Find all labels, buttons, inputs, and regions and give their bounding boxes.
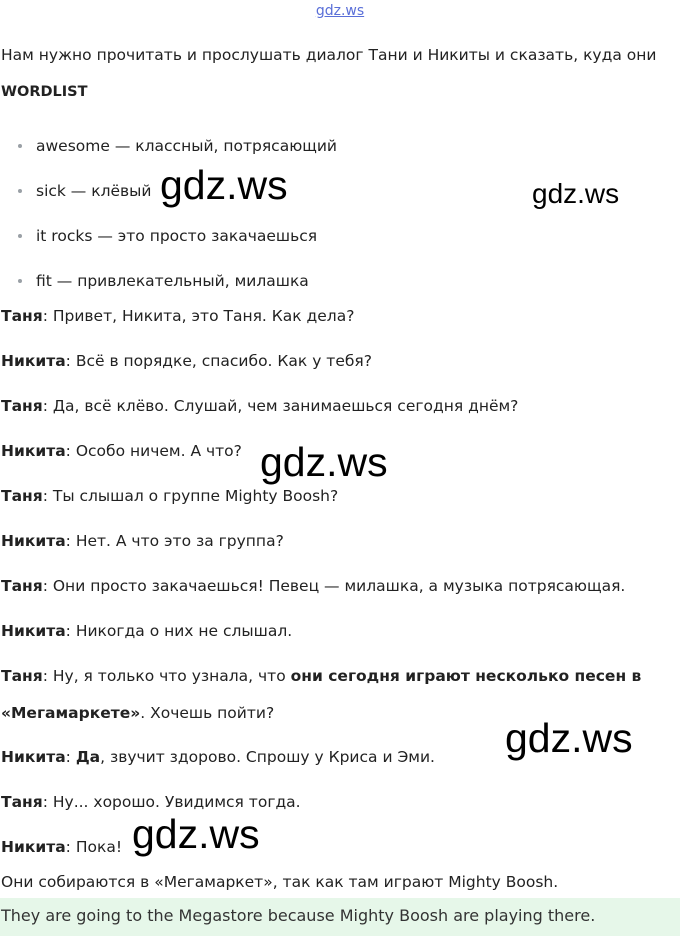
- site-link[interactable]: gdz.ws: [315, 3, 365, 19]
- wordlist-item: [18, 227, 317, 245]
- wordlist-item-text: sick — клёвый: [36, 182, 152, 200]
- line-text: Всё в порядке, спасибо. Как у тебя?: [75, 352, 372, 370]
- dialogue-line: Таня: Ты слышал о группе Mighty Boosh?: [1, 487, 339, 505]
- dialogue-line: Никита: Да, звучит здорово. Спрошу у Криса и Эми.: [1, 748, 435, 766]
- line-text: . Хочешь пойти?: [140, 704, 275, 722]
- speaker-name: Таня: [1, 487, 43, 505]
- speaker-name: Таня: [1, 397, 43, 415]
- line-text: Никогда о них не слышал.: [75, 622, 293, 640]
- speaker-name: Никита: [1, 352, 66, 370]
- line-text: Ну, я только что узнала, что: [52, 667, 291, 685]
- dialogue-line: Никита: Никогда о них не слышал.: [1, 622, 293, 640]
- dialogue-line: Таня: Привет, Никита, это Таня. Как дела?: [1, 307, 355, 325]
- line-text: Особо ничем. А что?: [75, 442, 242, 460]
- speaker-name: Никита: [1, 532, 66, 550]
- line-text: Ну... хорошо. Увидимся тогда.: [52, 793, 301, 811]
- speaker-name: Никита: [1, 748, 66, 766]
- line-text: Пока!: [75, 838, 123, 856]
- dialogue-line: Никита: Нет. А что это за группа?: [1, 532, 284, 550]
- wordlist-item: [18, 182, 152, 200]
- dialogue-line: Таня: Они просто закачаешься! Певец — милашка, а музыка потрясающая.: [1, 577, 626, 595]
- speaker-name: Таня: [1, 667, 43, 685]
- watermark: gdz.ws: [132, 811, 260, 857]
- watermark: gdz.ws: [160, 162, 288, 208]
- wordlist-item-text: it rocks — это просто закачаешься: [36, 227, 318, 245]
- intro-paragraph: [1, 35, 677, 77]
- wordlist-item-text: fit — привлекательный, милашка: [36, 272, 309, 290]
- speaker-name: Таня: [1, 577, 43, 595]
- bullet-icon: [18, 144, 22, 148]
- wordlist-item-text: awesome — классный, потрясающий: [36, 137, 337, 155]
- speaker-name: Никита: [1, 442, 66, 460]
- line-text: , звучит здорово. Спрошу у Криса и Эми.: [100, 748, 435, 766]
- bullet-icon: [18, 279, 22, 283]
- dialogue-line: Никита: Особо ничем. А что?: [1, 442, 242, 460]
- line-text: Привет, Никита, это Таня. Как дела?: [52, 307, 355, 325]
- line-text: Да, всё клёво. Слушай, чем занимаешься сегодня днём?: [52, 397, 519, 415]
- answer-english: They are going to the Megastore because Mighty Boosh are playing there.: [1, 906, 596, 925]
- intro-text: Нам нужно прочитать и прослушать диалог Тани и Никиты и сказать, куда они: [1, 46, 657, 64]
- highlighted-text: «Мегамаркете»: [1, 704, 141, 722]
- wordlist-item: [18, 272, 309, 290]
- dialogue-line: Никита: Всё в порядке, спасибо. Как у тебя?: [1, 352, 372, 370]
- watermark: gdz.ws: [532, 178, 620, 209]
- answer-russian: Они собираются в «Мегамаркет», так как там играют Mighty Boosh.: [1, 873, 559, 891]
- dialogue-line: Таня: Ну... хорошо. Увидимся тогда.: [1, 793, 301, 811]
- dialogue-line-continued: [1, 704, 274, 722]
- highlighted-text: они сегодня играют несколько песен в: [290, 667, 642, 685]
- dialogue-line: Таня: Да, всё клёво. Слушай, чем занимаешься сегодня днём?: [1, 397, 519, 415]
- wordlist-heading: WORDLIST: [1, 84, 88, 100]
- speaker-name: Таня: [1, 307, 43, 325]
- wordlist-item: [18, 137, 337, 155]
- dialogue-line: Таня: Ну, я только что узнала, что они сегодня играют несколько песен в: [1, 667, 642, 685]
- bullet-icon: [18, 189, 22, 193]
- line-text: Они просто закачаешься! Певец — милашка, а музыка потрясающая.: [52, 577, 626, 595]
- watermark: gdz.ws: [505, 715, 633, 761]
- speaker-name: Никита: [1, 622, 66, 640]
- dialogue-line: Никита: Пока!: [1, 838, 123, 856]
- bullet-icon: [18, 234, 22, 238]
- speaker-name: Никита: [1, 838, 66, 856]
- highlighted-text: Да: [75, 748, 101, 766]
- line-text: Ты слышал о группе Mighty Boosh?: [52, 487, 339, 505]
- line-text: Нет. А что это за группа?: [75, 532, 284, 550]
- speaker-name: Таня: [1, 793, 43, 811]
- watermark: gdz.ws: [260, 439, 388, 485]
